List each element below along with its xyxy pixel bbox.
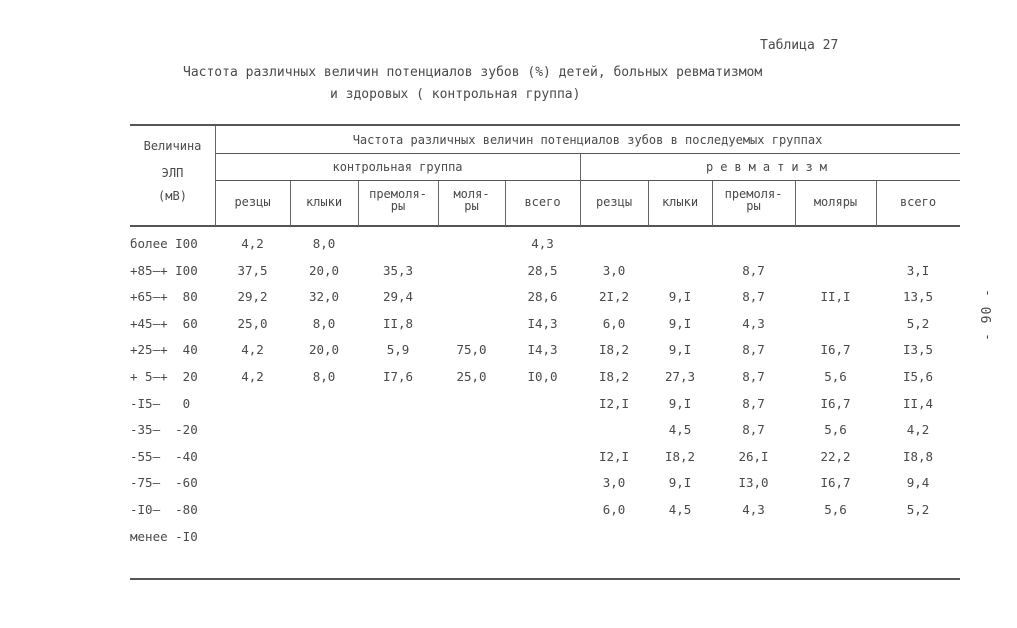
table-cell: 4,3 bbox=[742, 502, 765, 517]
page-number: - 90 - bbox=[980, 288, 995, 341]
row-label: -I5— 0 bbox=[130, 396, 191, 411]
table-cell: II,I bbox=[820, 289, 851, 304]
table-cell: 5,6 bbox=[824, 422, 847, 437]
table-cell: 9,I bbox=[668, 289, 692, 304]
table-cell: I7,6 bbox=[382, 369, 414, 384]
table-cell: 26,I bbox=[738, 449, 769, 464]
subheader-rheum-incisors: резцы bbox=[595, 195, 633, 209]
table-cell: 4,2 bbox=[241, 342, 264, 357]
table-cell: 6,0 bbox=[602, 502, 626, 517]
header-group-control: контрольная группа bbox=[332, 160, 463, 174]
table-cell: I8,2 bbox=[664, 449, 696, 464]
subheader-control-canines: клыки bbox=[305, 195, 343, 209]
table-cell: 6,0 bbox=[602, 316, 626, 331]
header-rule-2 bbox=[215, 180, 960, 181]
header-value-label: Величина bbox=[143, 139, 202, 153]
table-cell: 3,I bbox=[906, 263, 930, 278]
table-cell: I8,8 bbox=[902, 449, 934, 464]
table-cell: 4,3 bbox=[742, 316, 765, 331]
table-cell: 4,5 bbox=[668, 422, 692, 437]
table-cell: 4,3 bbox=[531, 236, 554, 251]
table-cell: 5,6 bbox=[824, 369, 847, 384]
subheader-rheum-canines: клыки bbox=[661, 195, 699, 209]
table-cell: 9,I bbox=[668, 342, 692, 357]
subheader-control-premolars: премоля- ры bbox=[369, 187, 427, 213]
table-cell: 20,0 bbox=[308, 263, 340, 278]
subheader-rheum-premolars: премоля- ры bbox=[724, 187, 783, 213]
row-label: +85—+ I00 bbox=[130, 263, 198, 278]
table-cell: 8,0 bbox=[312, 236, 336, 251]
table-cell: 2I,2 bbox=[598, 289, 630, 304]
table-cell: I2,I bbox=[598, 396, 630, 411]
table-cell: I4,3 bbox=[527, 316, 558, 331]
table-top-rule bbox=[130, 124, 960, 126]
table-cell: I6,7 bbox=[820, 396, 851, 411]
table-cell: 5,9 bbox=[386, 342, 410, 357]
table-cell: 8,7 bbox=[742, 263, 765, 278]
row-label: -I0— -80 bbox=[130, 502, 198, 517]
table-cell: I3,0 bbox=[738, 475, 769, 490]
table-title-line2: и здоровых ( контрольная группа) bbox=[330, 87, 581, 102]
table-cell: 28,6 bbox=[527, 289, 558, 304]
table-cell: 25,0 bbox=[456, 369, 487, 384]
table-cell: 75,0 bbox=[456, 342, 487, 357]
table-cell: 9,I bbox=[668, 396, 692, 411]
row-label: -35— -20 bbox=[130, 422, 198, 437]
header-span-title: Частота различных величин потенциалов зубов в последуемых группах bbox=[352, 133, 823, 147]
table-cell: II,4 bbox=[902, 396, 934, 411]
table-cell: 29,4 bbox=[382, 289, 414, 304]
header-unit: (мВ) bbox=[158, 189, 187, 203]
table-cell: 8,0 bbox=[312, 316, 336, 331]
table-cell: 8,7 bbox=[742, 396, 765, 411]
row-label: + 5—+ 20 bbox=[130, 369, 198, 384]
table-title-line1: Частота различных величин потенциалов зубов (%) детей, больных ревматизмом bbox=[183, 65, 763, 80]
table-cell: 4,5 bbox=[668, 502, 692, 517]
table-cell: 29,2 bbox=[237, 289, 268, 304]
row-label: -55— -40 bbox=[130, 449, 198, 464]
table-cell: 37,5 bbox=[237, 263, 268, 278]
row-label: +65—+ 80 bbox=[130, 289, 198, 304]
row-label: более I00 bbox=[130, 236, 198, 251]
table-cell: I8,2 bbox=[598, 342, 630, 357]
subheader-control-total: всего bbox=[524, 195, 561, 209]
table-cell: 8,7 bbox=[742, 369, 765, 384]
header-bottom-rule bbox=[130, 225, 960, 227]
table-cell: 35,3 bbox=[382, 263, 414, 278]
table-cell: 9,I bbox=[668, 316, 692, 331]
table-cell: 8,7 bbox=[742, 342, 765, 357]
table-cell: 22,2 bbox=[820, 449, 851, 464]
table-cell: 25,0 bbox=[237, 316, 268, 331]
table-cell: 20,0 bbox=[308, 342, 340, 357]
table-cell: I0,0 bbox=[527, 369, 558, 384]
table-cell: I8,2 bbox=[598, 369, 630, 384]
table-cell: I4,3 bbox=[527, 342, 558, 357]
table-bottom-rule bbox=[130, 578, 960, 580]
subheader-rheum-molars: моляры bbox=[813, 195, 858, 209]
header-rule-1 bbox=[215, 153, 960, 154]
header-group-rheumatism: ревматизм bbox=[705, 160, 835, 174]
table-cell: 32,0 bbox=[308, 289, 340, 304]
table-cell: 4,2 bbox=[241, 369, 264, 384]
subheader-control-incisors: резцы bbox=[234, 195, 271, 209]
table-cell: I6,7 bbox=[820, 475, 851, 490]
table-cell: 5,2 bbox=[906, 502, 930, 517]
table-cell: 3,0 bbox=[602, 475, 626, 490]
row-label: менее -I0 bbox=[130, 529, 198, 544]
table-number: Таблица 27 bbox=[760, 38, 839, 53]
header-unit-abbr: ЭЛП bbox=[161, 166, 184, 180]
row-label: +25—+ 40 bbox=[130, 342, 198, 357]
row-label: -75— -60 bbox=[130, 475, 198, 490]
table-cell: 8,0 bbox=[312, 369, 336, 384]
table-cell: 4,2 bbox=[906, 422, 930, 437]
table-cell: 4,2 bbox=[241, 236, 264, 251]
subheader-rheum-total: всего bbox=[899, 195, 937, 209]
table-cell: 9,I bbox=[668, 475, 692, 490]
table-cell: 5,2 bbox=[906, 316, 930, 331]
table-cell: 3,0 bbox=[602, 263, 626, 278]
table-cell: 13,5 bbox=[902, 289, 934, 304]
table-cell: 8,7 bbox=[742, 289, 765, 304]
table-cell: 5,6 bbox=[824, 502, 847, 517]
table-cell: 9,4 bbox=[906, 475, 930, 490]
subheader-control-molars: моля- ры bbox=[453, 187, 490, 213]
table-cell: I3,5 bbox=[902, 342, 934, 357]
table-cell: 28,5 bbox=[527, 263, 558, 278]
table-cell: I2,I bbox=[598, 449, 630, 464]
row-label: +45—+ 60 bbox=[130, 316, 198, 331]
table-cell: II,8 bbox=[382, 316, 414, 331]
table-cell: I5,6 bbox=[902, 369, 934, 384]
table-cell: 27,3 bbox=[664, 369, 696, 384]
table-cell: 8,7 bbox=[742, 422, 765, 437]
table-cell: I6,7 bbox=[820, 342, 851, 357]
